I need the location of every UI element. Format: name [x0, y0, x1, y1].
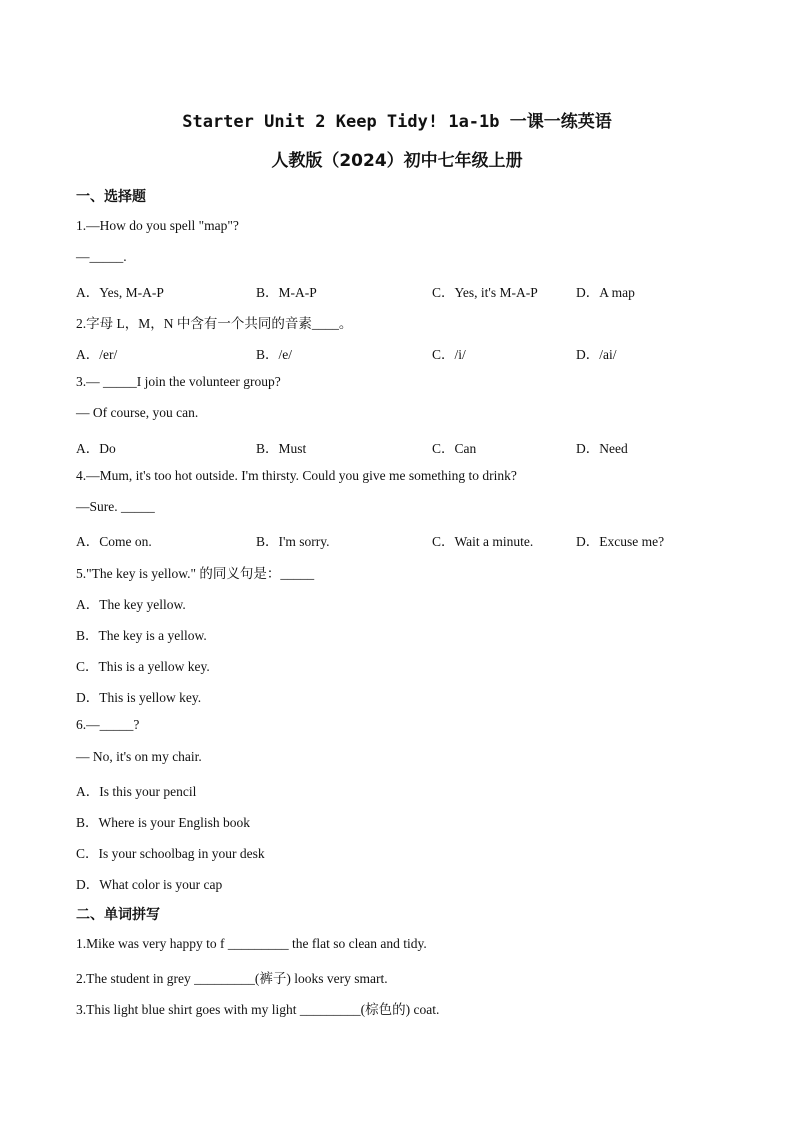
- spelling-question-3: 3.This light blue shirt goes with my light _________(棕色的) coat.: [76, 1002, 440, 1017]
- question-1-option-b: B．M-A-P: [256, 285, 317, 300]
- question-3-answer-line: — Of course, you can.: [76, 405, 199, 420]
- question-4-option-d: D．Excuse me?: [576, 534, 665, 549]
- spelling-question-2: 2.The student in grey _________(裤子) looks very smart.: [76, 971, 388, 986]
- question-2-option-d: D．/ai/: [576, 347, 617, 362]
- question-4-option-a: A．Come on.: [76, 534, 152, 549]
- section-heading-choice: 一、选择题: [76, 189, 146, 205]
- question-6-option-d: D．What color is your cap: [76, 877, 223, 892]
- section-heading-spelling: 二、单词拼写: [76, 907, 160, 923]
- question-3-option-a: A．Do: [76, 441, 116, 456]
- question-6-option-b: B．Where is your English book: [76, 815, 250, 830]
- question-1-option-d: D．A map: [576, 285, 635, 300]
- question-1-stem: 1.—How do you spell "map"?: [76, 218, 239, 233]
- question-3-option-c: C．Can: [432, 441, 477, 456]
- question-4-option-b: B．I'm sorry.: [256, 534, 330, 549]
- question-1-option-c: C．Yes, it's M-A-P: [432, 285, 538, 300]
- question-5-option-b: B．The key is a yellow.: [76, 628, 207, 643]
- question-4-stem: 4.—Mum, it's too hot outside. I'm thirsty. Could you give me something to drink?: [76, 468, 517, 483]
- question-5-option-a: A．The key yellow.: [76, 597, 186, 612]
- question-1-answer-line: —_____.: [76, 249, 127, 264]
- question-1-option-a: A．Yes, M-A-P: [76, 285, 164, 300]
- question-4-option-c: C．Wait a minute.: [432, 534, 534, 549]
- question-6-answer-line: — No, it's on my chair.: [76, 749, 202, 764]
- question-6-option-c: C．Is your schoolbag in your desk: [76, 846, 265, 861]
- question-6-stem: 6.—_____?: [76, 717, 140, 732]
- spelling-question-1: 1.Mike was very happy to f _________ the flat so clean and tidy.: [76, 936, 427, 951]
- question-5-option-c: C．This is a yellow key.: [76, 659, 210, 674]
- question-3-option-d: D．Need: [576, 441, 628, 456]
- question-2-option-b: B．/e/: [256, 347, 292, 362]
- question-4-answer-line: —Sure. _____: [76, 499, 155, 514]
- question-3-stem: 3.— _____I join the volunteer group?: [76, 374, 281, 389]
- question-5-option-d: D．This is yellow key.: [76, 690, 202, 705]
- question-2-option-a: A．/er/: [76, 347, 118, 362]
- question-2-stem: 2.字母 L，M，N 中含有一个共同的音素____。: [76, 316, 353, 331]
- question-6-option-a: A．Is this your pencil: [76, 784, 197, 799]
- question-3-option-b: B．Must: [256, 441, 307, 456]
- question-5-stem: 5."The key is yellow." 的同义句是：_____: [76, 566, 315, 581]
- question-2-option-c: C．/i/: [432, 347, 466, 362]
- document-title: Starter Unit 2 Keep Tidy! 1a-1b 一课一练英语: [182, 112, 612, 132]
- document-subtitle: 人教版（2024）初中七年级上册: [271, 151, 523, 171]
